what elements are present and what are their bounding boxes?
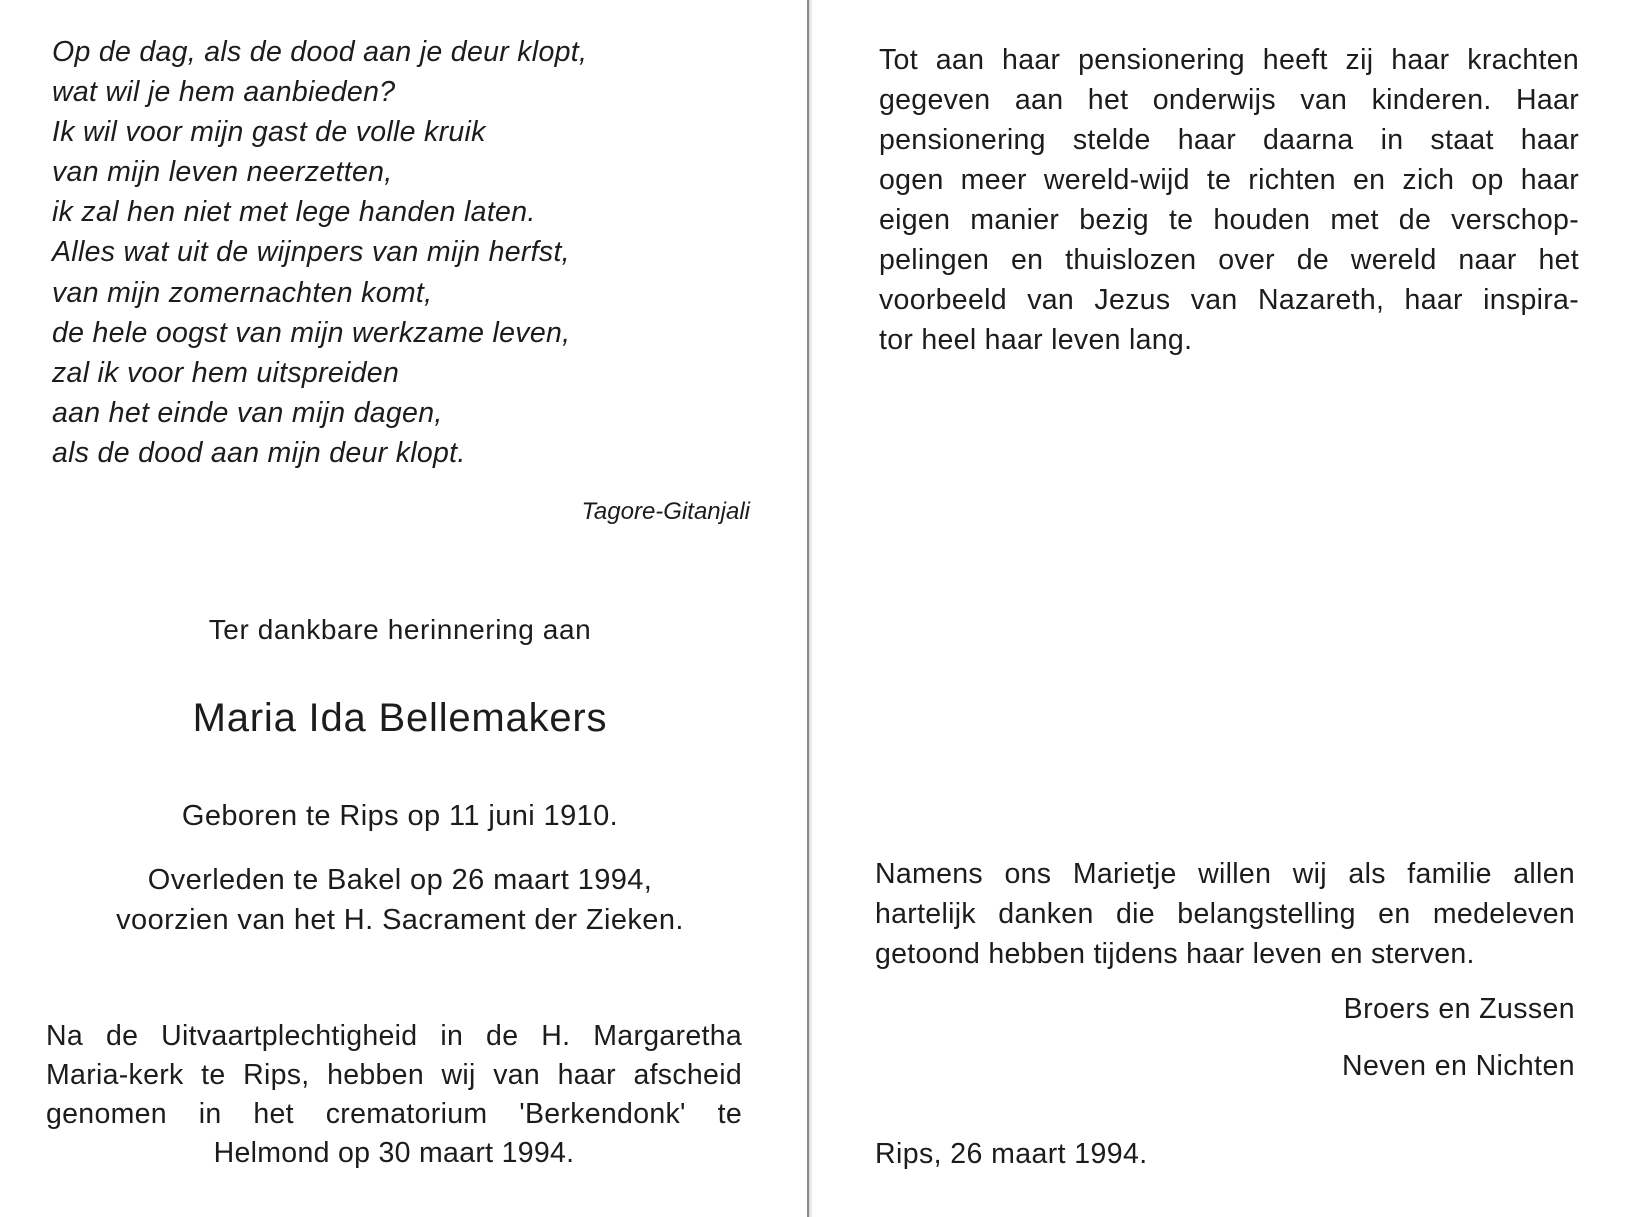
poem-attribution: Tagore-Gitanjali: [581, 498, 750, 525]
funeral-line: Helmond op 30 maart 1994.: [213, 1137, 575, 1169]
poem-line: Alles wat uit de wijnpers van mijn herfst,: [52, 236, 570, 269]
career-line: voorbeeld van Jezus van Nazareth, haar inspira-: [879, 284, 1579, 316]
funeral-line: Na de Uitvaartplechtigheid in de H. Margaretha: [46, 1020, 742, 1052]
poem-line: aan het einde van mijn dagen,: [52, 396, 443, 429]
birth-line: Geboren te Rips op 11 juni 1910.: [181, 800, 619, 832]
poem-line: Ik wil voor mijn gast de volle kruik: [52, 116, 486, 149]
poem-line: de hele oogst van mijn werkzame leven,: [52, 316, 571, 349]
poem-line: Op de dag, als de dood aan je deur klopt,: [52, 36, 588, 68]
career-line: gegeven aan het onderwijs van kinderen. Haar: [879, 84, 1579, 116]
career-line: ogen meer wereld-wijd te richten en zich op haar: [879, 164, 1579, 196]
career-paragraph: [879, 40, 1579, 360]
signature-siblings: Broers en Zussen: [1343, 993, 1575, 1025]
sacrament-line: voorzien van het H. Sacrament der Zieken.: [116, 904, 684, 936]
funeral-paragraph: [46, 1017, 742, 1173]
thanks-line: getoond hebben tijdens haar leven en sterven.: [875, 938, 1475, 970]
deceased-name: Maria Ida Bellemakers: [192, 696, 608, 740]
career-line: Tot aan haar pensionering heeft zij haar krachten: [879, 44, 1579, 76]
funeral-line: Maria-kerk te Rips, hebben wij van haar afscheid: [46, 1059, 742, 1091]
place-date: Rips, 26 maart 1994.: [875, 1138, 1148, 1170]
career-line: pelingen en thuislozen over de wereld naar het: [879, 244, 1579, 276]
death-line: Overleden te Bakel op 26 maart 1994,: [147, 864, 653, 896]
signature-nephews-nieces: Neven en Nichten: [1342, 1050, 1575, 1082]
poem: [52, 32, 752, 473]
left-card-panel: [0, 0, 808, 1217]
thanks-paragraph: [875, 854, 1575, 974]
dedication-text: Ter dankbare herinnering aan: [208, 614, 592, 645]
career-line: pensionering stelde haar daarna in staat haar: [879, 124, 1579, 156]
thanks-line: Namens ons Marietje willen wij als familie allen: [875, 858, 1575, 890]
career-line: eigen manier bezig te houden met de verschop-: [879, 204, 1579, 236]
poem-line: wat wil je hem aanbieden?: [52, 76, 396, 109]
poem-line: van mijn leven neerzetten,: [52, 156, 393, 189]
poem-line: zal ik voor hem uitspreiden: [52, 356, 400, 389]
poem-line: van mijn zomernachten komt,: [52, 276, 433, 309]
funeral-line: genomen in het crematorium 'Berkendonk' te: [46, 1098, 742, 1130]
thanks-line: hartelijk danken die belangstelling en medeleven: [875, 898, 1575, 930]
death-lines: [40, 860, 760, 940]
career-line: tor heel haar leven lang.: [879, 324, 1193, 356]
poem-line: als de dood aan mijn deur klopt.: [52, 436, 466, 469]
poem-line: ik zal hen niet met lege handen laten.: [52, 196, 536, 229]
right-card-panel: [813, 0, 1629, 1217]
